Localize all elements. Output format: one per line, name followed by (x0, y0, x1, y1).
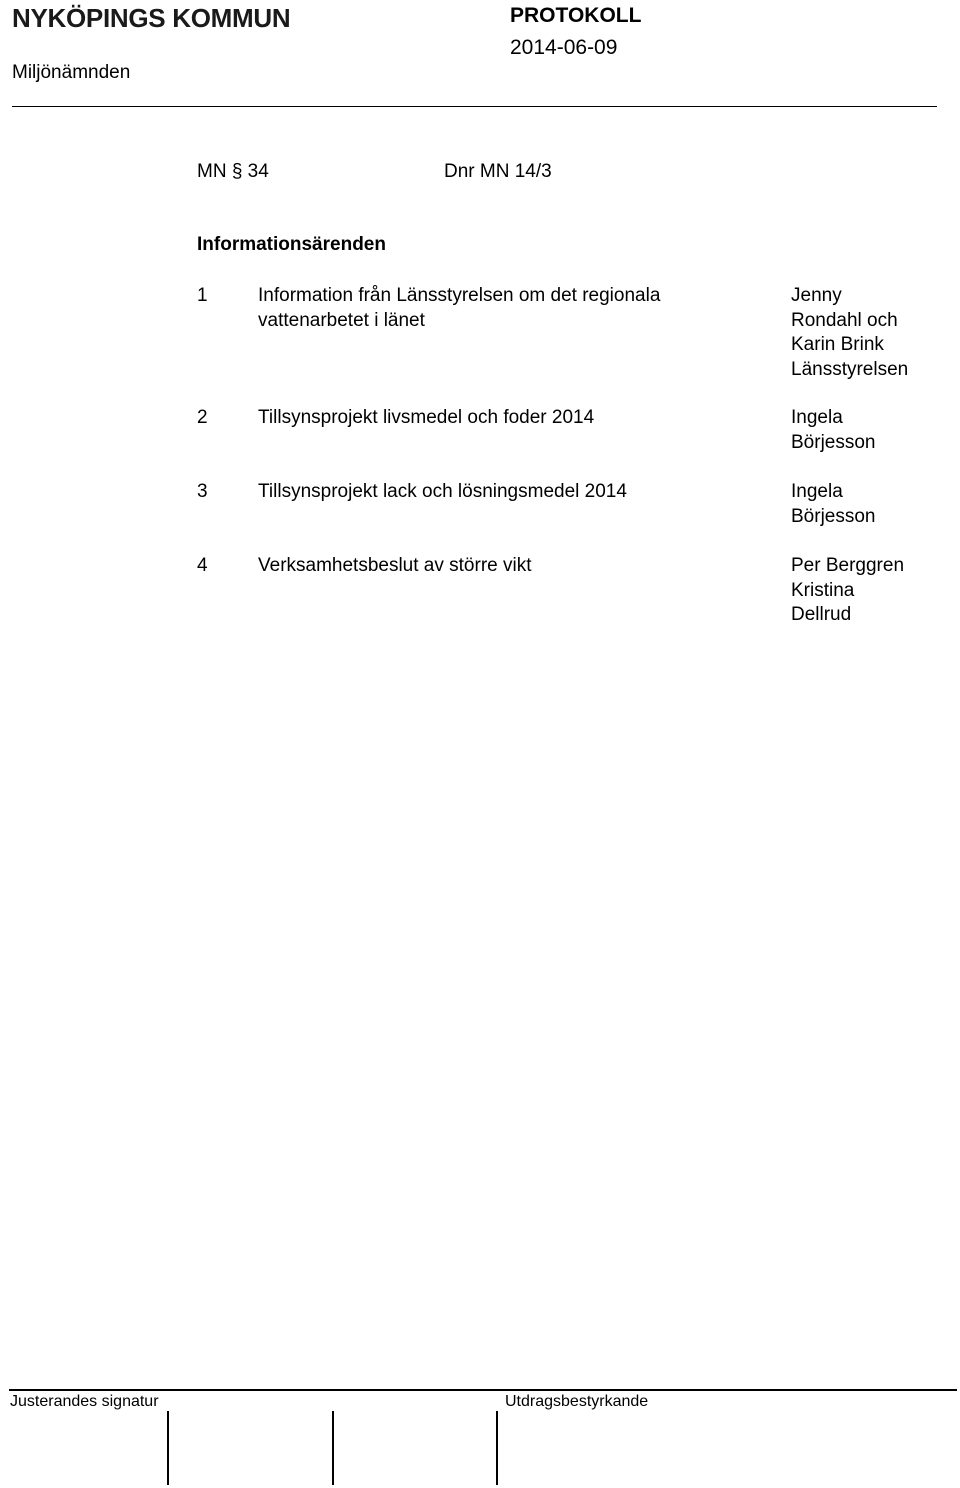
item-number: 1 (197, 285, 208, 306)
item-text: Tillsynsprojekt lack och lösningsmedel 2014 (258, 481, 627, 502)
item-presenter (791, 406, 941, 455)
item-text: Information från Länsstyrelsen om det regionala vattenarbetet i länet (258, 285, 661, 331)
signature-box-divider (167, 1411, 169, 1485)
signature-label: Justerandes signatur (10, 1393, 159, 1410)
presenter-line: Börjesson (791, 431, 876, 453)
presenter-line: Ingela (791, 481, 843, 502)
item-presenter (791, 480, 941, 529)
presenter-line: Karin Brink (791, 334, 884, 355)
board-name: Miljönämnden (12, 62, 131, 83)
presenter-line: Rondahl och (791, 309, 898, 331)
header-divider (12, 106, 937, 107)
item-number: 4 (197, 555, 208, 576)
document-date: 2014-06-09 (510, 36, 618, 59)
item-presenter (791, 284, 941, 382)
item-presenter (791, 554, 941, 628)
presenter-line: Ingela (791, 407, 843, 428)
footer-divider (9, 1389, 957, 1391)
presenter-line: Per Berggren (791, 555, 905, 576)
item-number: 3 (197, 481, 208, 502)
signature-box-divider (332, 1411, 334, 1485)
signature-box-divider (496, 1411, 498, 1485)
item-number: 2 (197, 407, 208, 428)
document-type: PROTOKOLL (510, 4, 642, 27)
paragraph-reference: MN § 34 (197, 161, 269, 182)
item-text: Verksamhetsbeslut av större vikt (258, 555, 532, 576)
organization-name: NYKÖPINGS KOMMUN (12, 3, 291, 33)
presenter-line: Länsstyrelsen (791, 358, 909, 380)
item-text: Tillsynsprojekt livsmedel och foder 2014 (258, 407, 595, 428)
diary-number: Dnr MN 14/3 (444, 161, 552, 182)
section-title: Informationsärenden (197, 234, 386, 255)
certification-label: Utdragsbestyrkande (505, 1393, 649, 1410)
presenter-line: Dellrud (791, 604, 852, 625)
presenter-line: Kristina (791, 579, 855, 601)
presenter-line: Börjesson (791, 505, 876, 527)
presenter-line: Jenny (791, 285, 842, 306)
